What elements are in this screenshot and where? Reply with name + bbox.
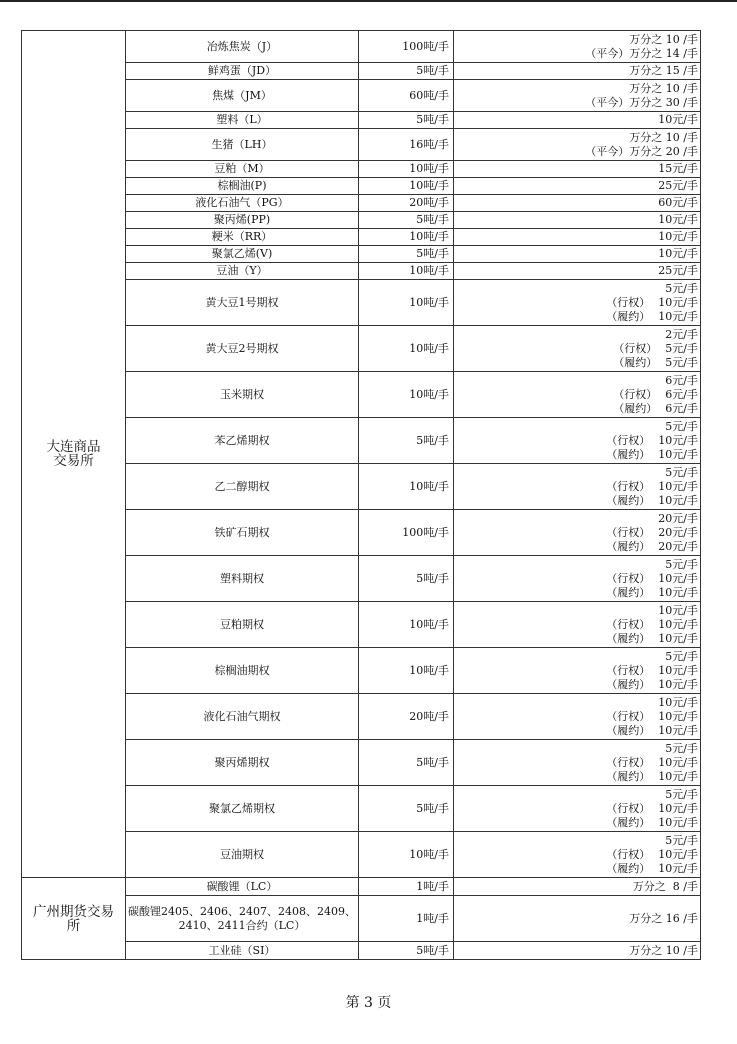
product-name: 聚氯乙烯期权 bbox=[126, 786, 359, 832]
fee-value: 10元/手 bbox=[658, 815, 698, 829]
fee-cell bbox=[454, 694, 701, 740]
product-name: 液化石油气（PG） bbox=[126, 195, 359, 212]
fee-line bbox=[454, 862, 698, 876]
fee-type-label: （履约） bbox=[606, 861, 651, 875]
fee-line bbox=[454, 944, 698, 958]
fee-value: 5元/手 bbox=[665, 741, 698, 755]
product-name: 冶炼焦炭（J） bbox=[126, 31, 359, 63]
fee-value: 25元/手 bbox=[658, 264, 698, 277]
trading-unit: 10吨/手 bbox=[359, 229, 454, 246]
trading-unit: 5吨/手 bbox=[359, 212, 454, 229]
fee-cell bbox=[454, 195, 701, 212]
fee-type-label: （行权） bbox=[606, 617, 651, 631]
fee-value: 5元/手 bbox=[665, 355, 698, 369]
fee-cell bbox=[454, 896, 701, 942]
fee-value: 10元/手 bbox=[658, 447, 698, 461]
fee-line bbox=[454, 342, 698, 356]
fee-cell bbox=[454, 878, 701, 896]
fee-line bbox=[454, 64, 698, 78]
fee-type-label: （履约） bbox=[613, 355, 658, 369]
product-name: 豆油期权 bbox=[126, 832, 359, 878]
fee-line bbox=[454, 82, 698, 96]
fee-line bbox=[454, 196, 698, 210]
trading-unit: 10吨/手 bbox=[359, 648, 454, 694]
product-name: 生猪（LH） bbox=[126, 129, 359, 161]
fee-line bbox=[454, 572, 698, 586]
fee-value: 万分之 10 /手 bbox=[629, 32, 698, 46]
trading-unit: 100吨/手 bbox=[359, 31, 454, 63]
fee-value: 20元/手 bbox=[658, 525, 698, 539]
table-row bbox=[22, 878, 701, 896]
fee-cell bbox=[454, 740, 701, 786]
fee-value: 10元/手 bbox=[658, 801, 698, 815]
fee-type-label: （行权） bbox=[606, 663, 651, 677]
fee-cell bbox=[454, 372, 701, 418]
fee-line bbox=[454, 448, 698, 462]
fee-type-label: （行权） bbox=[606, 571, 651, 585]
table-row bbox=[22, 31, 701, 63]
trading-unit: 1吨/手 bbox=[359, 896, 454, 942]
fee-line bbox=[454, 788, 698, 802]
fee-line bbox=[454, 388, 698, 402]
trading-unit: 5吨/手 bbox=[359, 556, 454, 602]
fee-value: 10元/手 bbox=[658, 723, 698, 737]
trading-unit: 10吨/手 bbox=[359, 326, 454, 372]
fee-line bbox=[454, 296, 698, 310]
trading-unit: 10吨/手 bbox=[359, 263, 454, 280]
fee-type-label: （履约） bbox=[606, 677, 651, 691]
fee-cell bbox=[454, 229, 701, 246]
fee-cell bbox=[454, 832, 701, 878]
fee-line bbox=[454, 742, 698, 756]
fee-value: 20元/手 bbox=[658, 539, 698, 553]
fee-line bbox=[454, 558, 698, 572]
fee-line bbox=[454, 113, 698, 127]
fee-table-body bbox=[22, 31, 701, 960]
fee-value: 万分之 16 /手 bbox=[629, 911, 698, 925]
fee-type-label: （履约） bbox=[613, 401, 658, 415]
fee-value: 万分之 8 /手 bbox=[632, 879, 698, 893]
fee-type-label: （履约） bbox=[606, 723, 651, 737]
fee-cell bbox=[454, 63, 701, 80]
fee-type-label: （行权） bbox=[613, 341, 658, 355]
trading-unit: 10吨/手 bbox=[359, 161, 454, 178]
product-name: 豆油（Y） bbox=[126, 263, 359, 280]
trading-unit: 5吨/手 bbox=[359, 740, 454, 786]
product-name: 焦煤（JM） bbox=[126, 80, 359, 112]
fee-value: 10元/手 bbox=[658, 695, 698, 709]
fee-value: 5元/手 bbox=[665, 557, 698, 571]
product-name: 棕榈油(P) bbox=[126, 178, 359, 195]
fee-type-label: （行权） bbox=[606, 295, 651, 309]
fee-line bbox=[454, 33, 698, 47]
fee-type-label: （履约） bbox=[606, 631, 651, 645]
fee-line bbox=[454, 586, 698, 600]
fee-cell bbox=[454, 510, 701, 556]
fee-cell bbox=[454, 280, 701, 326]
fee-value: 5元/手 bbox=[665, 787, 698, 801]
fee-line bbox=[454, 618, 698, 632]
fee-line bbox=[454, 802, 698, 816]
product-name: 豆粕期权 bbox=[126, 602, 359, 648]
fee-value: 万分之 10 /手 bbox=[629, 81, 698, 95]
trading-unit: 10吨/手 bbox=[359, 832, 454, 878]
fee-type-label: （行权） bbox=[606, 525, 651, 539]
trading-unit: 20吨/手 bbox=[359, 195, 454, 212]
fee-line bbox=[454, 816, 698, 830]
fee-line bbox=[454, 179, 698, 193]
fee-line bbox=[454, 494, 698, 508]
product-name: 铁矿石期权 bbox=[126, 510, 359, 556]
product-name: 塑料（L） bbox=[126, 112, 359, 129]
trading-unit: 10吨/手 bbox=[359, 464, 454, 510]
fee-cell bbox=[454, 418, 701, 464]
fee-line bbox=[454, 402, 698, 416]
trading-unit: 10吨/手 bbox=[359, 178, 454, 195]
fee-value: 万分之 10 /手 bbox=[629, 943, 698, 957]
fee-line bbox=[454, 912, 698, 926]
product-name: 塑料期权 bbox=[126, 556, 359, 602]
trading-unit: 5吨/手 bbox=[359, 63, 454, 80]
fee-value: 万分之 10 /手 bbox=[629, 130, 698, 144]
fee-cell bbox=[454, 786, 701, 832]
fee-line bbox=[454, 650, 698, 664]
exchange-name: 大连商品 交易所 bbox=[22, 31, 126, 878]
fee-cell bbox=[454, 263, 701, 280]
trading-unit: 5吨/手 bbox=[359, 786, 454, 832]
fee-line bbox=[454, 512, 698, 526]
fee-value: 5元/手 bbox=[665, 341, 698, 355]
fee-line bbox=[454, 678, 698, 692]
fee-value: 10元/手 bbox=[658, 709, 698, 723]
fee-type-label: （履约） bbox=[606, 769, 651, 783]
fee-cell bbox=[454, 942, 701, 960]
trading-unit: 1吨/手 bbox=[359, 878, 454, 896]
fee-line bbox=[454, 632, 698, 646]
fee-value: 10元/手 bbox=[658, 493, 698, 507]
product-name: 棕榈油期权 bbox=[126, 648, 359, 694]
fee-value: 5元/手 bbox=[665, 649, 698, 663]
top-rule bbox=[0, 0, 737, 2]
fee-value: 10元/手 bbox=[658, 585, 698, 599]
fee-value: 10元/手 bbox=[658, 861, 698, 875]
fee-value: 10元/手 bbox=[658, 571, 698, 585]
product-name: 豆粕（M） bbox=[126, 161, 359, 178]
trading-unit: 16吨/手 bbox=[359, 129, 454, 161]
product-name: 碳酸锂2405、2406、2407、2408、2409、 2410、2411合约（LC） bbox=[126, 896, 359, 942]
fee-value: （平今）万分之 14 /手 bbox=[585, 46, 698, 60]
fee-value: 10元/手 bbox=[658, 847, 698, 861]
fee-value: 25元/手 bbox=[658, 179, 698, 192]
fee-value: 10元/手 bbox=[658, 247, 698, 260]
fee-cell bbox=[454, 129, 701, 161]
fee-type-label: （履约） bbox=[606, 585, 651, 599]
product-name: 乙二醇期权 bbox=[126, 464, 359, 510]
fee-line bbox=[454, 480, 698, 494]
fee-line bbox=[454, 230, 698, 244]
fee-value: （平今）万分之 20 /手 bbox=[585, 144, 698, 158]
fee-value: 5元/手 bbox=[665, 281, 698, 295]
fee-value: 6元/手 bbox=[665, 401, 698, 415]
fee-value: 5元/手 bbox=[665, 419, 698, 433]
fee-value: 10元/手 bbox=[658, 677, 698, 691]
product-name: 粳米（RR） bbox=[126, 229, 359, 246]
fee-line bbox=[454, 310, 698, 324]
fee-line bbox=[454, 724, 698, 738]
fee-value: 10元/手 bbox=[658, 631, 698, 645]
fee-cell bbox=[454, 602, 701, 648]
fee-value: 10元/手 bbox=[658, 113, 698, 126]
trading-unit: 5吨/手 bbox=[359, 112, 454, 129]
fee-line bbox=[454, 264, 698, 278]
product-name: 聚丙烯(PP) bbox=[126, 212, 359, 229]
fee-value: 10元/手 bbox=[658, 309, 698, 323]
trading-unit: 100吨/手 bbox=[359, 510, 454, 556]
fee-line bbox=[454, 880, 698, 894]
fee-type-label: （履约） bbox=[606, 309, 651, 323]
fee-line bbox=[454, 420, 698, 434]
product-name: 工业硅（SI） bbox=[126, 942, 359, 960]
trading-unit: 5吨/手 bbox=[359, 418, 454, 464]
fee-type-label: （履约） bbox=[606, 493, 651, 507]
fee-cell bbox=[454, 556, 701, 602]
fee-line bbox=[454, 162, 698, 176]
page-number: 第 3 页 bbox=[345, 995, 392, 1011]
fee-value: 10元/手 bbox=[658, 755, 698, 769]
fee-type-label: （行权） bbox=[606, 479, 651, 493]
product-name: 碳酸锂（LC） bbox=[126, 878, 359, 896]
fee-value: 15元/手 bbox=[658, 162, 698, 175]
fee-value: 万分之 15 /手 bbox=[629, 64, 698, 77]
fee-line bbox=[454, 696, 698, 710]
fee-line bbox=[454, 247, 698, 261]
fee-value: 5元/手 bbox=[665, 833, 698, 847]
product-name: 黄大豆2号期权 bbox=[126, 326, 359, 372]
fee-cell bbox=[454, 648, 701, 694]
fee-line bbox=[454, 47, 698, 61]
fee-table bbox=[21, 30, 701, 960]
fee-cell bbox=[454, 112, 701, 129]
fee-type-label: （行权） bbox=[606, 709, 651, 723]
fee-line bbox=[454, 434, 698, 448]
fee-cell bbox=[454, 464, 701, 510]
fee-line bbox=[454, 96, 698, 110]
fee-type-label: （行权） bbox=[606, 433, 651, 447]
fee-cell bbox=[454, 161, 701, 178]
fee-value: 10元/手 bbox=[658, 617, 698, 631]
fee-line bbox=[454, 540, 698, 554]
fee-type-label: （行权） bbox=[606, 801, 651, 815]
product-name: 聚丙烯期权 bbox=[126, 740, 359, 786]
fee-value: 20元/手 bbox=[658, 511, 698, 525]
fee-cell bbox=[454, 246, 701, 263]
fee-line bbox=[454, 328, 698, 342]
product-name: 苯乙烯期权 bbox=[126, 418, 359, 464]
product-name: 液化石油气期权 bbox=[126, 694, 359, 740]
fee-type-label: （履约） bbox=[606, 447, 651, 461]
fee-line bbox=[454, 664, 698, 678]
fee-line bbox=[454, 282, 698, 296]
fee-type-label: （行权） bbox=[606, 847, 651, 861]
fee-type-label: （行权） bbox=[613, 387, 658, 401]
fee-line bbox=[454, 356, 698, 370]
trading-unit: 5吨/手 bbox=[359, 246, 454, 263]
fee-value: 6元/手 bbox=[665, 373, 698, 387]
exchange-name: 广州期货交易 所 bbox=[22, 878, 126, 960]
fee-value: 60元/手 bbox=[658, 196, 698, 209]
fee-line bbox=[454, 131, 698, 145]
fee-line bbox=[454, 834, 698, 848]
fee-line bbox=[454, 848, 698, 862]
fee-line bbox=[454, 213, 698, 227]
trading-unit: 10吨/手 bbox=[359, 280, 454, 326]
fee-value: 10元/手 bbox=[658, 295, 698, 309]
trading-unit: 10吨/手 bbox=[359, 602, 454, 648]
product-name: 黄大豆1号期权 bbox=[126, 280, 359, 326]
trading-unit: 20吨/手 bbox=[359, 694, 454, 740]
fee-value: 10元/手 bbox=[658, 663, 698, 677]
fee-line bbox=[454, 756, 698, 770]
fee-line bbox=[454, 526, 698, 540]
fee-value: 10元/手 bbox=[658, 230, 698, 243]
trading-unit: 60吨/手 bbox=[359, 80, 454, 112]
product-name: 玉米期权 bbox=[126, 372, 359, 418]
fee-cell bbox=[454, 31, 701, 63]
fee-value: （平今）万分之 30 /手 bbox=[585, 95, 698, 109]
fee-line bbox=[454, 374, 698, 388]
fee-line bbox=[454, 145, 698, 159]
fee-cell bbox=[454, 326, 701, 372]
trading-unit: 5吨/手 bbox=[359, 942, 454, 960]
fee-value: 10元/手 bbox=[658, 479, 698, 493]
fee-value: 5元/手 bbox=[665, 465, 698, 479]
fee-value: 10元/手 bbox=[658, 433, 698, 447]
fee-value: 10元/手 bbox=[658, 769, 698, 783]
fee-cell bbox=[454, 212, 701, 229]
fee-value: 10元/手 bbox=[658, 213, 698, 226]
fee-value: 6元/手 bbox=[665, 387, 698, 401]
fee-value: 2元/手 bbox=[665, 327, 698, 341]
fee-type-label: （履约） bbox=[606, 815, 651, 829]
fee-line bbox=[454, 710, 698, 724]
trading-unit: 10吨/手 bbox=[359, 372, 454, 418]
fee-type-label: （履约） bbox=[606, 539, 651, 553]
product-name: 聚氯乙烯(V) bbox=[126, 246, 359, 263]
fee-line bbox=[454, 466, 698, 480]
product-name: 鲜鸡蛋（JD） bbox=[126, 63, 359, 80]
fee-line bbox=[454, 770, 698, 784]
fee-cell bbox=[454, 80, 701, 112]
fee-type-label: （行权） bbox=[606, 755, 651, 769]
fee-cell bbox=[454, 178, 701, 195]
fee-line bbox=[454, 604, 698, 618]
fee-value: 10元/手 bbox=[658, 603, 698, 617]
